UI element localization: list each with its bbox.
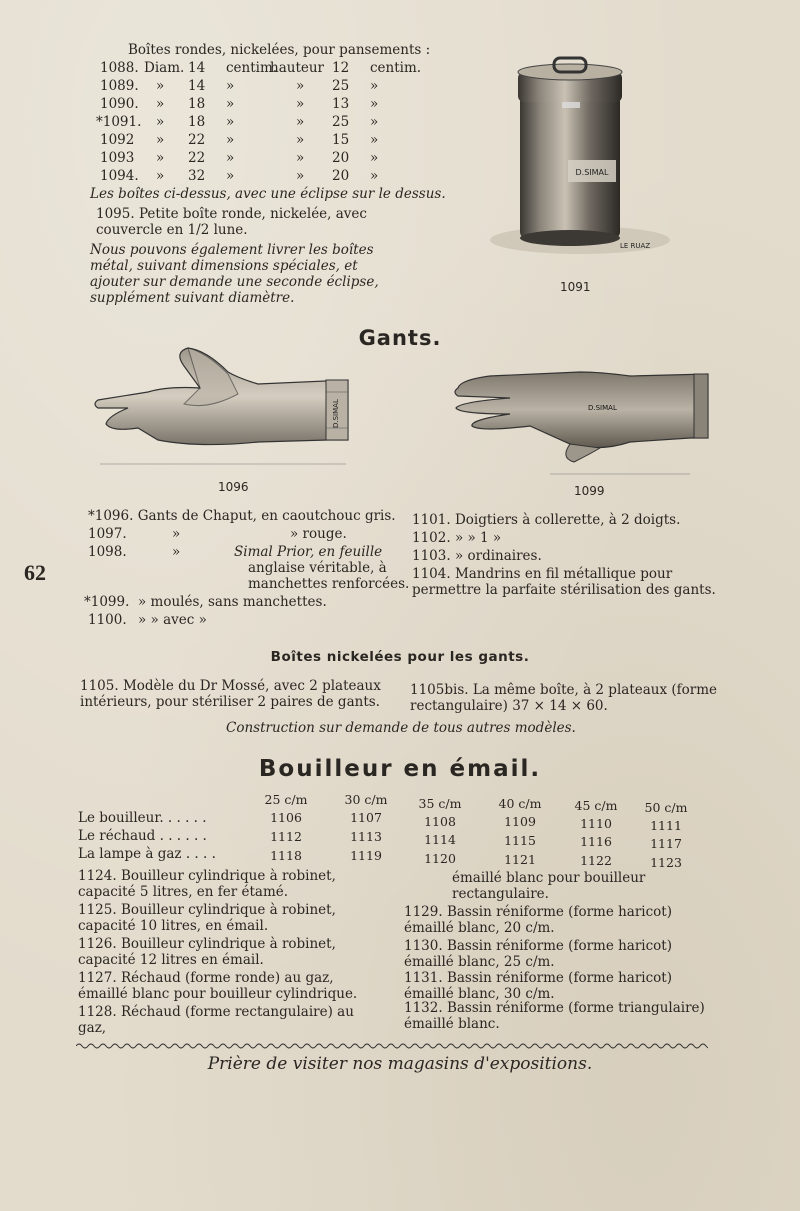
item-1097-quote: » bbox=[172, 526, 181, 542]
boites-note: Nous pouvons également livrer les boîtes métal, suivant dimensions spéciales, et ajouter sur demande une seconde éclipse, supplément suivant diamètre. bbox=[90, 242, 379, 306]
table-cell: 1119 bbox=[350, 848, 382, 863]
stamp-label: LE RUAZ bbox=[620, 242, 651, 250]
figure-caption-1099: 1099 bbox=[574, 484, 605, 498]
item-1128: 1128. Réchaud (forme rectangulaire) au gaz, bbox=[78, 1004, 354, 1036]
table-cell: 1121 bbox=[504, 852, 536, 867]
item-1100-rest: » » avec » bbox=[138, 612, 207, 628]
item-1132: 1132. Bassin réniforme (forme triangulaire) émaillé blanc. bbox=[404, 1000, 705, 1032]
column-header: 35 c/m bbox=[418, 796, 462, 811]
table-cell: 1118 bbox=[270, 848, 302, 863]
table-cell: 1106 bbox=[270, 810, 302, 825]
item-1124: 1124. Bouilleur cylindrique à robinet, capacité 5 litres, en fer étamé. bbox=[78, 868, 336, 900]
item-1126: 1126. Bouilleur cylindrique à robinet, capacité 12 litres en émail. bbox=[78, 936, 336, 968]
item-1131: 1131. Bassin réniforme (forme haricot) émaillé blanc, 30 c/m. bbox=[404, 970, 673, 1002]
footer-note: Prière de visiter nos magasins d'expositions. bbox=[207, 1054, 593, 1074]
item-1129: 1129. Bassin réniforme (forme haricot) émaillé blanc, 20 c/m. bbox=[404, 904, 673, 936]
item-1098-cont2: manchettes renforcées. bbox=[248, 576, 410, 592]
table-cell: 1111 bbox=[650, 818, 682, 833]
construction-note: Construction sur demande de tous autres modèles. bbox=[226, 720, 576, 736]
table-cell: 1109 bbox=[504, 814, 536, 829]
item-1105: 1105. Modèle du Dr Mossé, avec 2 plateaux intérieurs, pour stériliser 2 paires de gants. bbox=[80, 678, 381, 710]
section-title-gants: Gants. bbox=[358, 326, 442, 350]
item-1097: 1097. bbox=[88, 526, 127, 542]
box-label: D.SIMAL bbox=[575, 168, 609, 177]
table-cell: 1113 bbox=[350, 829, 382, 844]
table-cell: 1115 bbox=[504, 833, 536, 848]
column-header: 50 c/m bbox=[644, 800, 688, 815]
item-1095: 1095. Petite boîte ronde, nickelée, avec couvercle en 1/2 lune. bbox=[96, 206, 367, 238]
table-cell: 1122 bbox=[580, 853, 612, 868]
item-1097-rest: » rouge. bbox=[290, 526, 347, 542]
table-cell: 1112 bbox=[270, 829, 302, 844]
glove-label-right: D.SIMAL bbox=[588, 404, 617, 412]
item-1102: 1102. » » 1 » bbox=[412, 530, 502, 546]
glove-1099-illustration bbox=[450, 362, 712, 480]
table-cell: 1108 bbox=[424, 814, 456, 829]
item-1099: *1099. bbox=[84, 594, 130, 610]
figure-caption-1091: 1091 bbox=[560, 280, 591, 294]
item-1103: 1103. » ordinaires. bbox=[412, 548, 542, 564]
glove-1096-illustration bbox=[88, 344, 356, 474]
item-1128-cont: émaillé blanc pour bouilleur rectangulaire. bbox=[452, 870, 646, 902]
section-title-bouilleur: Bouilleur en émail. bbox=[258, 756, 542, 782]
glove-label-left: D.SIMAL bbox=[332, 399, 340, 428]
eclipse-note: Les boîtes ci-dessus, avec une éclipse sur le dessus. bbox=[90, 186, 446, 202]
catalog-page: 62 Boîtes rondes, nickelées, pour pansements : 1088. Diam. 14 centim. hauteur 12 centim. 1089. » 14 » » 25 » 1090. » 18 » » 13 » *1091. » 18 » » 25 » 1092 » 22 » » 15 » 1093 » 22 » » 20 » 1094. » 32 » » 20 » Les boîtes ci-dessus, avec une éclipse sur le dessus. 1095. Petite boîte ronde, nickelée, avec couvercle en 1/2 lune. Nous pouvons également livrer les boîtes métal, suivant dimensions spéciales, et ajouter sur demande une seconde éclipse, supplément suivant diamètre. D.SIMAL LE RUAZ 1091 Gants. D.SIMAL 1096 D.SIMAL 1099 *1096. Gants de Chaput, en caoutchouc gris. 1097. » » rouge. 1098. » Simal Prior, en feuille anglaise véritable, à manchettes renforcées. *1099. » moulés, sans manchettes. 1100. » » avec » 1101. Doigtiers à collerette, à 2 doigts. 1102. » » 1 » 1103. » ordinaires. 1104. Mandrins en fil métallique pour permettre la parfaite stérilisation des gants. Boîtes nickelées pour les gants. 1105. Modèle du Dr Mossé, avec 2 plateaux intérieurs, pour stériliser 2 paires de gants. 1105bis. La même boîte, à 2 plateaux (forme rectangulaire) 37 × 14 × 60. Construction sur demande de tous autres modèles. Bouilleur en émail. 25 c/m 30 c/m 35 c/m 40 c/m 45 c/m 50 c/m Le bouilleur. . . . . . 1106 1107 1108 1109 1110 1111 Le réchaud . . . . . . 1112 1113 1114 1115 1116 1117 La lampe à gaz . . . . 1118 1119 1120 1121 1122 1123 1124. Bouilleur cylindrique à robinet, capacité 5 litres, en fer étamé. 1125. Bouilleur cylindrique à robinet, capacité 10 litres, en émail. 1126. Bouilleur cylindrique à robinet, capacité 12 litres en émail. 1127. Réchaud (forme ronde) au gaz, émaillé blanc pour bouilleur cylindrique. 1128. Réchaud (forme rectangulaire) au gaz, émaillé blanc pour bouilleur rectangulaire. 1129. Bassin réniforme (forme haricot) émaillé blanc, 20 c/m. 1130. Bassin réniforme (forme haricot) émaillé blanc, 25 c/m. 1131. Bassin réniforme (forme haricot) émaillé blanc, 30 c/m. 1132. Bassin réniforme (forme triangulaire) émaillé blanc. Prière de visiter nos magasins d'expositions. bbox=[0, 0, 800, 1211]
column-header: 25 c/m bbox=[264, 792, 308, 807]
row-label: Le réchaud . . . . . . bbox=[78, 828, 207, 844]
item-1098-rest: Simal Prior, en feuille bbox=[234, 544, 383, 560]
item-1098-cont1: anglaise véritable, à bbox=[248, 560, 387, 576]
table-cell: 1116 bbox=[580, 834, 612, 849]
item-1105bis: 1105bis. La même boîte, à 2 plateaux (forme rectangulaire) 37 × 14 × 60. bbox=[410, 682, 718, 714]
row-label: La lampe à gaz . . . . bbox=[78, 846, 216, 862]
item-1104: 1104. Mandrins en fil métallique pour permettre la parfaite stérilisation des gants. bbox=[412, 566, 716, 598]
column-header: 40 c/m bbox=[498, 796, 542, 811]
item-1098: 1098. bbox=[88, 544, 127, 560]
item-1130: 1130. Bassin réniforme (forme haricot) émaillé blanc, 25 c/m. bbox=[404, 938, 673, 970]
table-cell: 1110 bbox=[580, 816, 612, 831]
table-cell: 1107 bbox=[350, 810, 382, 825]
page-number: 62 bbox=[24, 560, 46, 585]
item-1127: 1127. Réchaud (forme ronde) au gaz, émaillé blanc pour bouilleur cylindrique. bbox=[78, 970, 358, 1002]
figure-caption-1096: 1096 bbox=[218, 480, 249, 494]
column-header: 30 c/m bbox=[344, 792, 388, 807]
table-cell: 1123 bbox=[650, 855, 682, 870]
item-1125: 1125. Bouilleur cylindrique à robinet, capacité 10 litres, en émail. bbox=[78, 902, 336, 934]
row-label: Le bouilleur. . . . . . bbox=[78, 810, 207, 826]
item-1100: 1100. bbox=[88, 612, 127, 628]
section-title-boites-gants: Boîtes nickelées pour les gants. bbox=[270, 649, 530, 665]
item-1096: *1096. Gants de Chaput, en caoutchouc gris. bbox=[88, 508, 396, 524]
boites-intro: Boîtes rondes, nickelées, pour pansements : bbox=[128, 42, 431, 58]
table-cell: 1117 bbox=[650, 836, 682, 851]
item-1098-quote: » bbox=[172, 544, 181, 560]
item-1101: 1101. Doigtiers à collerette, à 2 doigts. bbox=[412, 512, 681, 528]
box-1091-illustration bbox=[470, 50, 690, 280]
table-cell: 1120 bbox=[424, 851, 456, 866]
column-header: 45 c/m bbox=[574, 798, 618, 813]
table-cell: 1114 bbox=[424, 832, 456, 847]
item-1099-rest: » moulés, sans manchettes. bbox=[138, 594, 327, 610]
wavy-divider bbox=[76, 1040, 708, 1052]
